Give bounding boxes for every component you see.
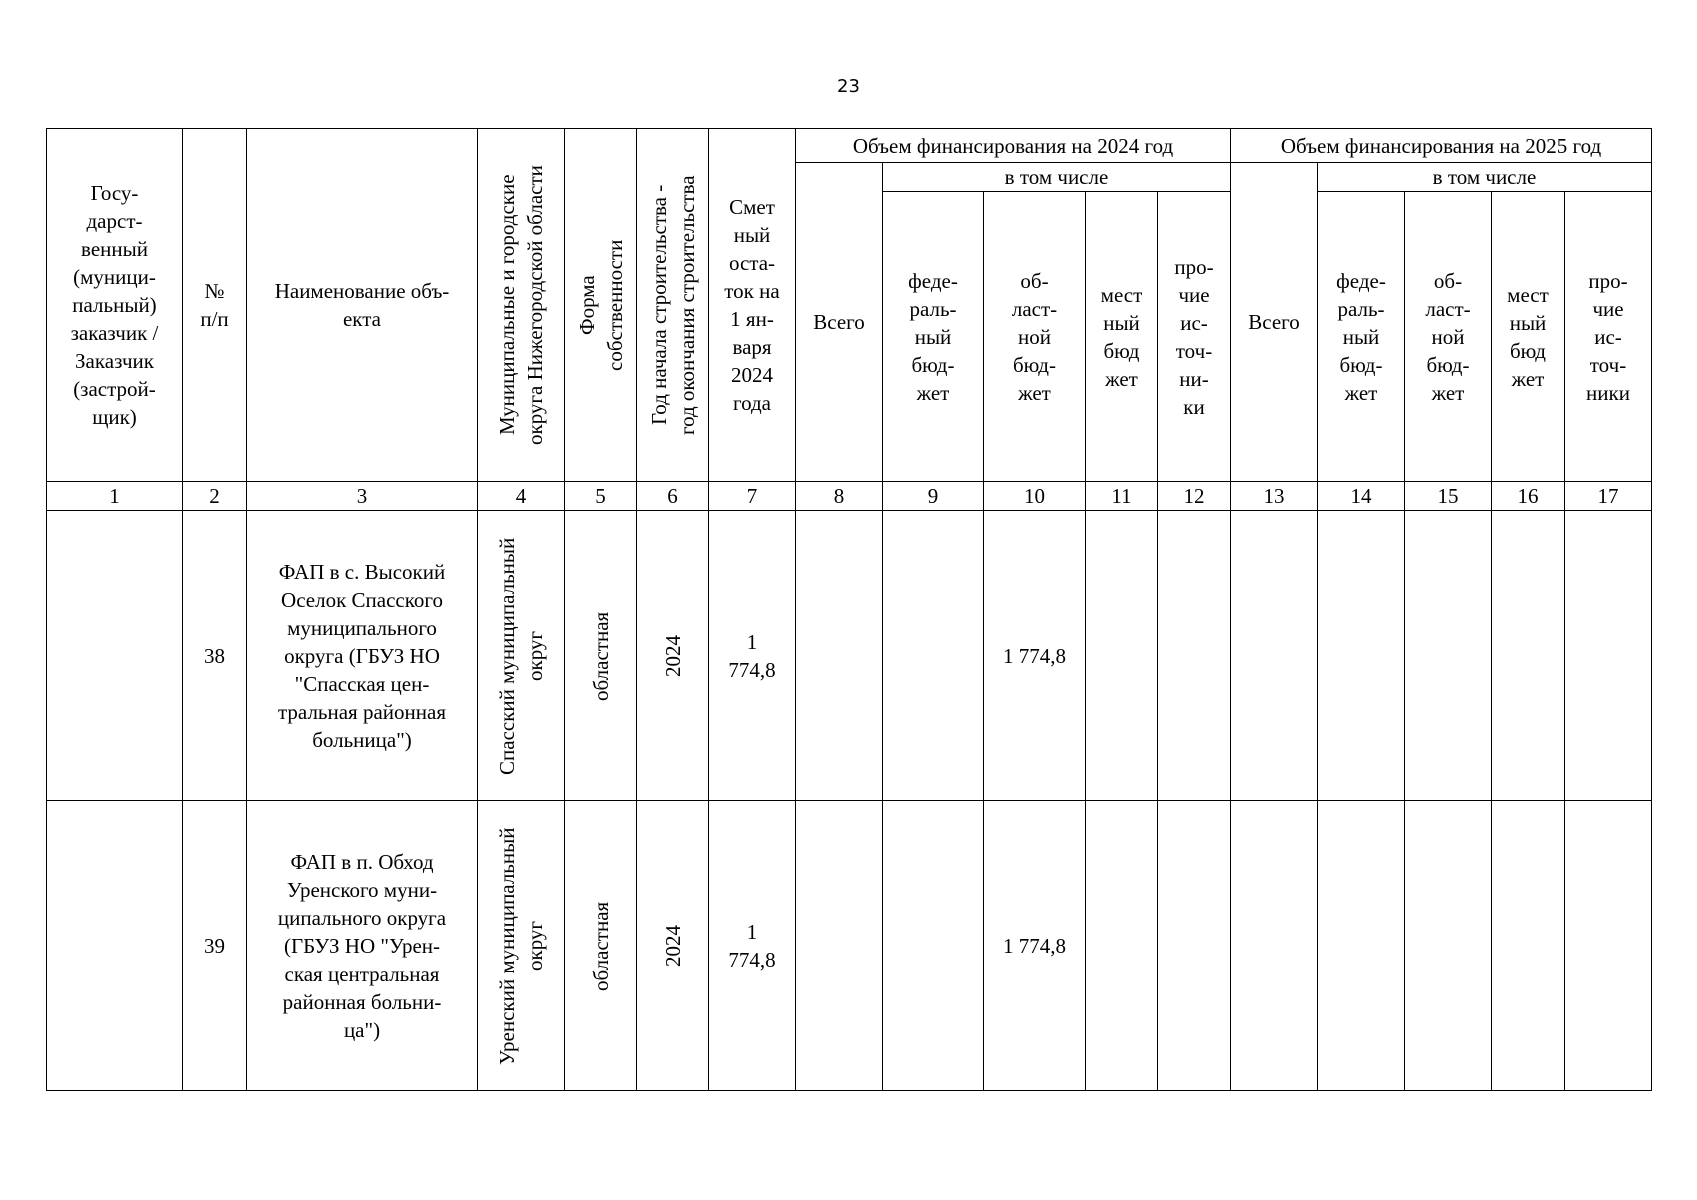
- header-federal-2025: феде- раль- ный бюд- жет: [1318, 192, 1405, 482]
- cell-federal-2024: [883, 511, 984, 801]
- cell-federal-2024: [883, 801, 984, 1091]
- cell-remainder: 1 774,8: [709, 511, 796, 801]
- cell-ownership: областная: [565, 511, 637, 801]
- cell-district: Спасский муниципальный округ: [478, 511, 565, 801]
- header-other-2024: про- чие ис- точ- ни- ки: [1158, 192, 1231, 482]
- header-years: Год начала строительства - год окончания строительства: [637, 129, 709, 482]
- cell-total-2025: [1231, 801, 1318, 1091]
- table-row: [47, 801, 1652, 1091]
- column-number: 1: [47, 482, 183, 511]
- column-number: 7: [709, 482, 796, 511]
- page-number: 23: [837, 76, 860, 97]
- cell-regional-2025: [1405, 511, 1492, 801]
- column-number: 17: [1565, 482, 1652, 511]
- cell-object-name: ФАП в п. Обход Уренского муни- ципального округа (ГБУЗ НО "Урен- ская центральная районная больни- ца"): [247, 801, 478, 1091]
- cell-total-2024: [796, 511, 883, 801]
- column-number: 15: [1405, 482, 1492, 511]
- cell-regional-2024: 1 774,8: [984, 801, 1086, 1091]
- column-number: 14: [1318, 482, 1405, 511]
- cell-object-name: ФАП в с. Высокий Оселок Спасского муниципального округа (ГБУЗ НО "Спасская цен- тральная районная больница"): [247, 511, 478, 801]
- cell-other-2025: [1565, 801, 1652, 1091]
- header-total-2024: Всего: [796, 163, 883, 482]
- header-including-2024: в том числе: [883, 163, 1231, 192]
- investment-table: [46, 128, 1652, 1091]
- cell-other-2024: [1158, 801, 1231, 1091]
- header-local-2025: мест ный бюд жет: [1492, 192, 1565, 482]
- header-customer: Госу- дарст- венный (муници- пальный) заказчик / Заказчик (застрой- щик): [47, 129, 183, 482]
- column-number: 6: [637, 482, 709, 511]
- cell-regional-2024: 1 774,8: [984, 511, 1086, 801]
- column-number: 5: [565, 482, 637, 511]
- header-other-2025: про- чие ис- точ- ники: [1565, 192, 1652, 482]
- cell-years: 2024: [637, 511, 709, 801]
- header-district: Муниципальные и городские округа Нижегородской области: [478, 129, 565, 482]
- header-remainder: Смет ный оста- ток на 1 ян- варя 2024 года: [709, 129, 796, 482]
- cell-number: 38: [183, 511, 247, 801]
- column-number: 4: [478, 482, 565, 511]
- cell-district: Уренский муниципальный округ: [478, 801, 565, 1091]
- cell-other-2024: [1158, 511, 1231, 801]
- header-ownership: Форма собственности: [565, 129, 637, 482]
- column-number: 10: [984, 482, 1086, 511]
- header-group-2025: Объем финансирования на 2025 год: [1231, 129, 1652, 163]
- table-row: [47, 511, 1652, 801]
- cell-years: 2024: [637, 801, 709, 1091]
- header-object-name: Наименование объ- екта: [247, 129, 478, 482]
- cell-customer: [47, 511, 183, 801]
- cell-number: 39: [183, 801, 247, 1091]
- column-number-row: [47, 482, 1652, 511]
- header-including-2025: в том числе: [1318, 163, 1652, 192]
- column-number: 11: [1086, 482, 1158, 511]
- cell-local-2025: [1492, 801, 1565, 1091]
- cell-local-2024: [1086, 801, 1158, 1091]
- cell-local-2024: [1086, 511, 1158, 801]
- cell-ownership: областная: [565, 801, 637, 1091]
- header-regional-2025: об- ласт- ной бюд- жет: [1405, 192, 1492, 482]
- header-group-2024: Объем финансирования на 2024 год: [796, 129, 1231, 163]
- cell-regional-2025: [1405, 801, 1492, 1091]
- cell-federal-2025: [1318, 511, 1405, 801]
- header-number: № п/п: [183, 129, 247, 482]
- header-federal-2024: феде- раль- ный бюд- жет: [883, 192, 984, 482]
- header-regional-2024: об- ласт- ной бюд- жет: [984, 192, 1086, 482]
- cell-local-2025: [1492, 511, 1565, 801]
- cell-other-2025: [1565, 511, 1652, 801]
- column-number: 9: [883, 482, 984, 511]
- cell-federal-2025: [1318, 801, 1405, 1091]
- column-number: 3: [247, 482, 478, 511]
- cell-total-2024: [796, 801, 883, 1091]
- cell-remainder: 1 774,8: [709, 801, 796, 1091]
- cell-total-2025: [1231, 511, 1318, 801]
- column-number: 8: [796, 482, 883, 511]
- column-number: 2: [183, 482, 247, 511]
- header-local-2024: мест ный бюд жет: [1086, 192, 1158, 482]
- column-number: 13: [1231, 482, 1318, 511]
- cell-customer: [47, 801, 183, 1091]
- column-number: 12: [1158, 482, 1231, 511]
- header-total-2025: Всего: [1231, 163, 1318, 482]
- column-number: 16: [1492, 482, 1565, 511]
